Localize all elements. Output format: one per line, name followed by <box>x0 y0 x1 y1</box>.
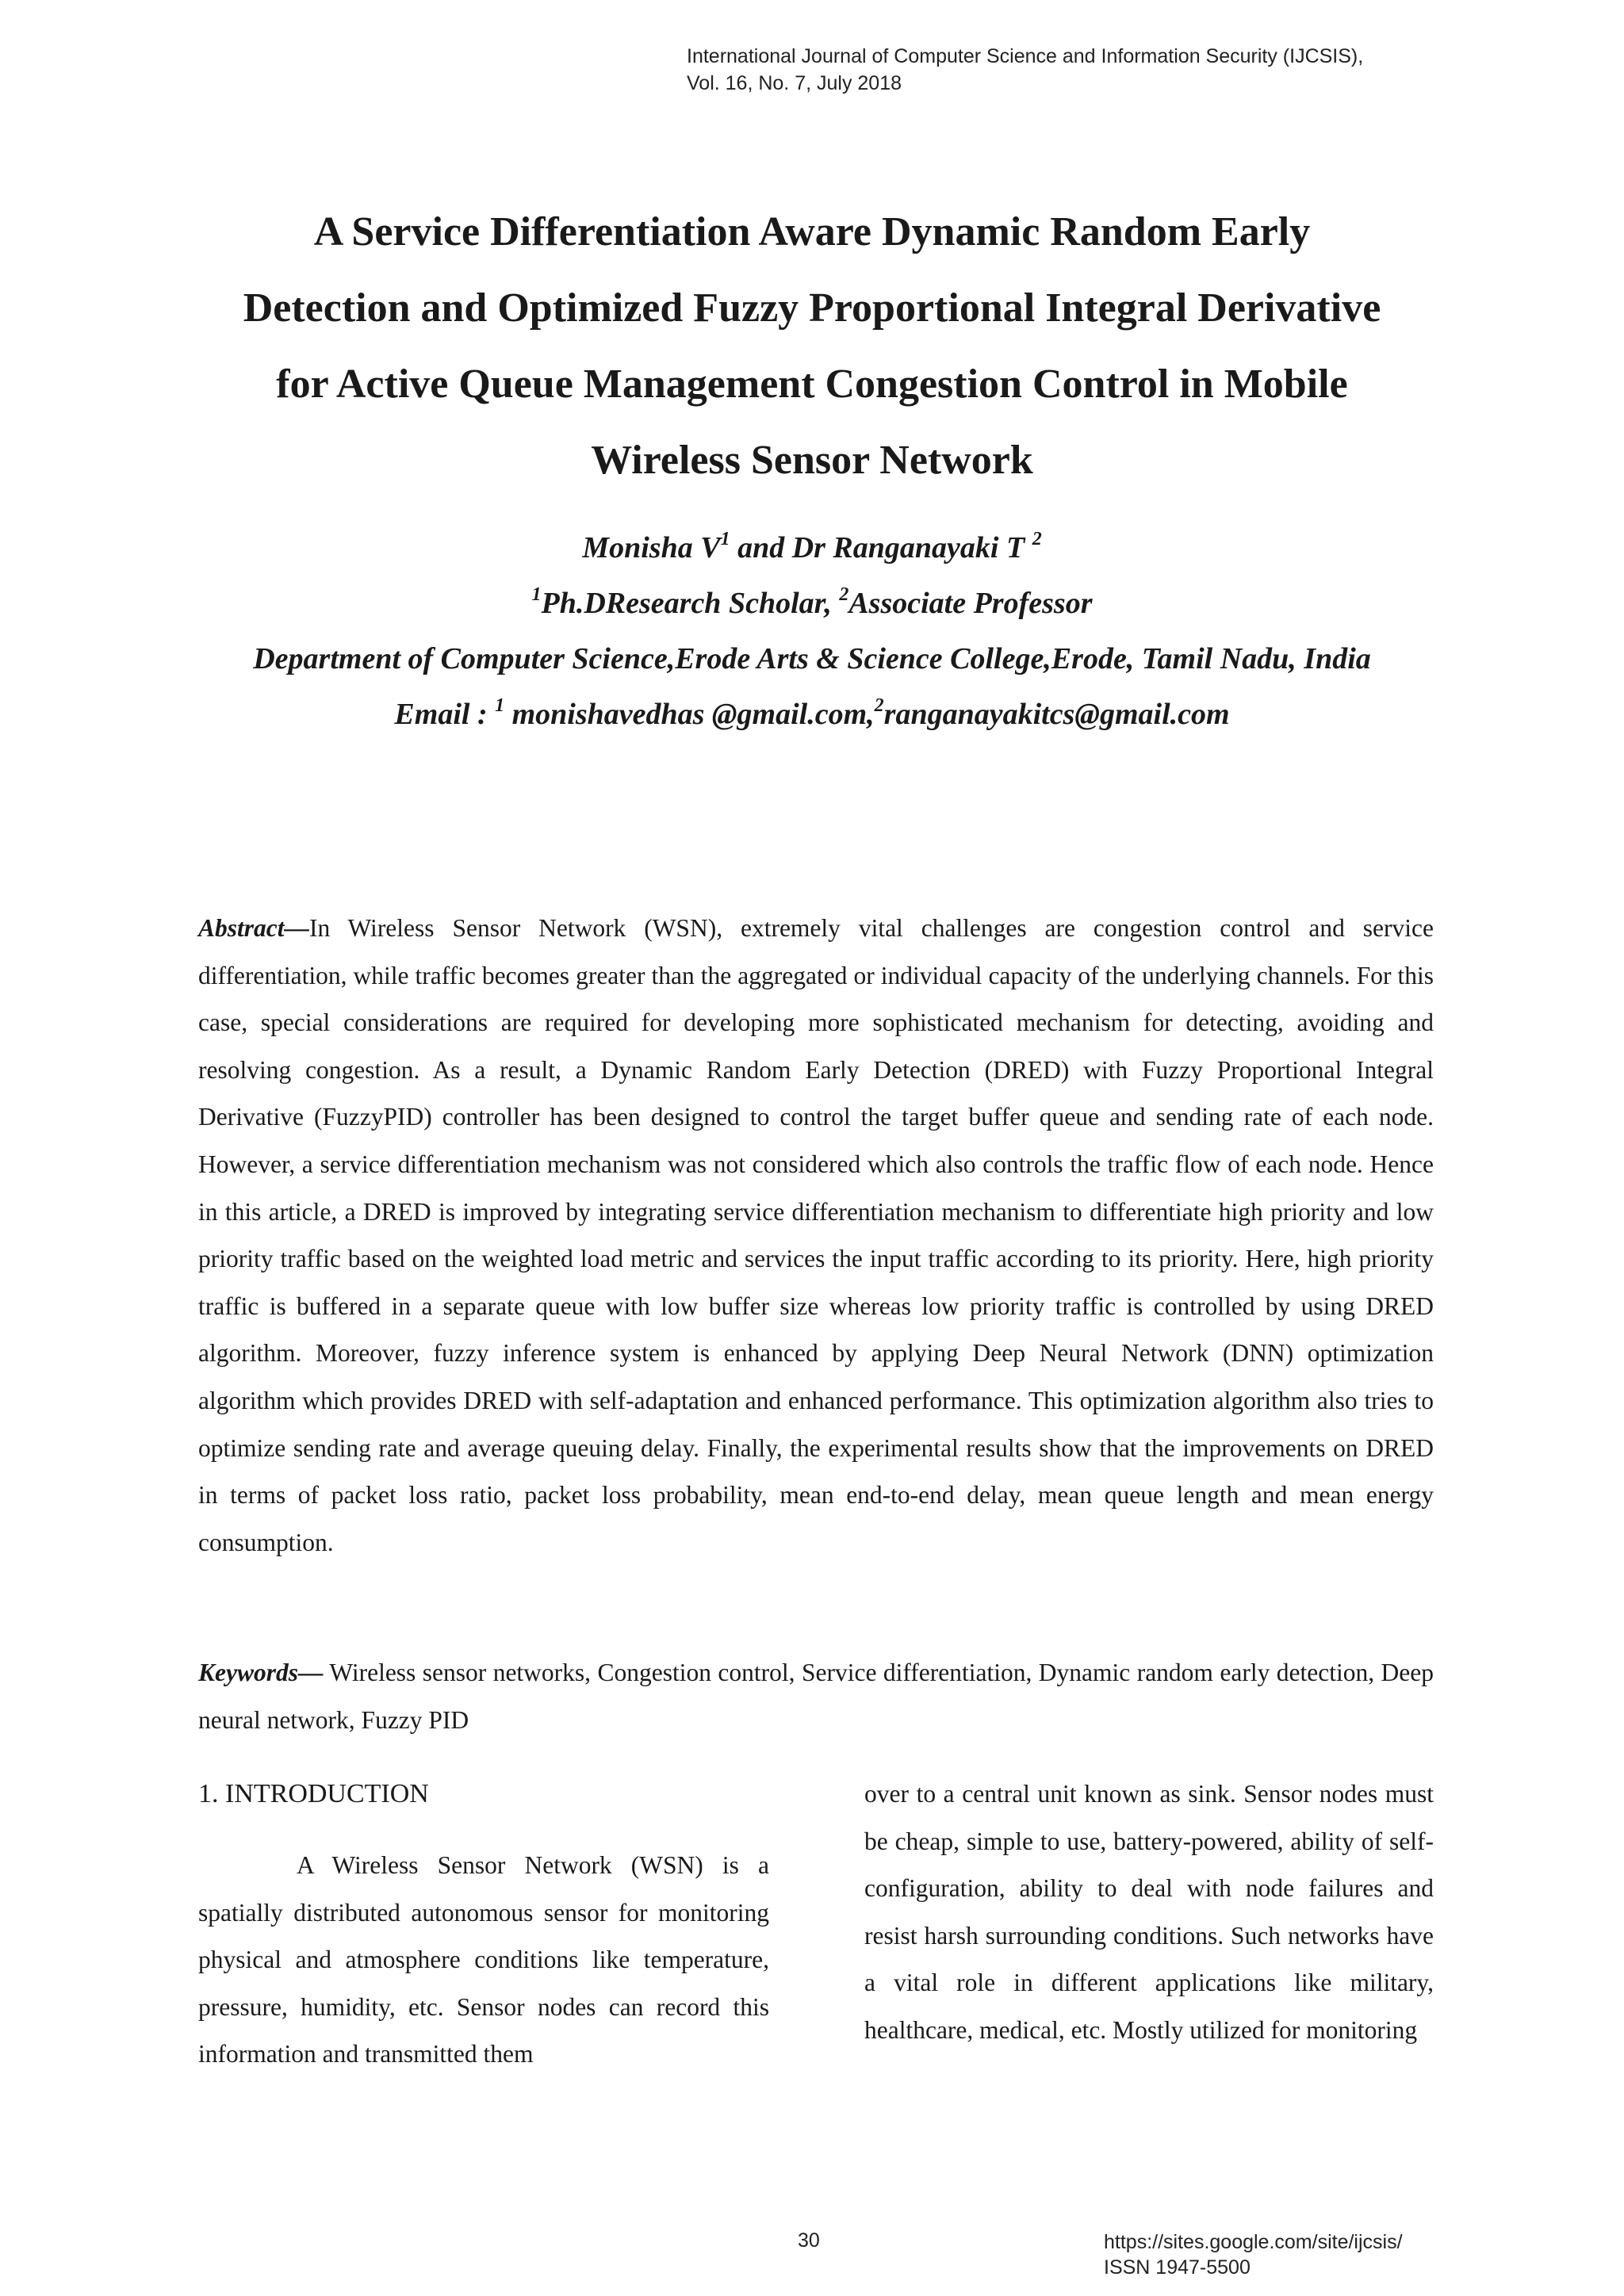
affiliation-1: Ph.DResearch Scholar, <box>541 587 840 620</box>
journal-name: International Journal of Computer Science and Information Security (IJCSIS), <box>687 45 1364 67</box>
author-emails <box>143 687 1481 742</box>
footer-url: https://sites.google.com/site/ijcsis/ <box>1104 2231 1403 2253</box>
author-name-1: Monisha V <box>582 531 721 564</box>
page-number: 30 <box>798 2229 820 2252</box>
abstract-label: Abstract— <box>198 914 310 942</box>
affiliation-2: Associate Professor <box>848 587 1093 620</box>
paper-title <box>143 194 1481 499</box>
right-column <box>864 1770 1434 2054</box>
keywords <box>198 1649 1434 1743</box>
department: Department of Computer Science,Erode Arts & Science College,Erode, Tamil Nadu, India <box>253 642 1371 675</box>
footer-info <box>1104 2229 1403 2280</box>
keywords-label: Keywords— <box>198 1659 324 1686</box>
intro-paragraph-left: A Wireless Sensor Network (WSN) is a spatially distributed autonomous sensor for monitoring physical and atmosphere conditions like temperature, pressure, humidity, etc. Sensor nodes can record this information and transmitted them <box>198 1851 769 2068</box>
journal-issue: Vol. 16, No. 7, July 2018 <box>687 72 902 94</box>
keywords-text: Wireless sensor networks, Congestion control, Service differentiation, Dynamic random early detection, Deep neural network, Fuzzy PID <box>198 1659 1434 1734</box>
left-column <box>198 1770 769 2078</box>
affiliation-sup-1: 1 <box>531 584 542 605</box>
author-affiliations <box>143 576 1481 631</box>
email-2: ranganayakitcs@gmail.com <box>883 698 1230 731</box>
title-line: Detection and Optimized Fuzzy Proportional Integral Derivative <box>243 285 1381 331</box>
email-label: Email : <box>394 698 496 731</box>
section-heading: 1. INTRODUCTION <box>198 1779 429 1808</box>
footer-issn: ISSN 1947-5500 <box>1104 2256 1251 2279</box>
abstract-text: In Wireless Sensor Network (WSN), extremely vital challenges are congestion control and service differentiation, while traffic becomes greater than the aggregated or individual capacity of the underlying channels. For this case, special considerations are required for developing more sophisticated mechanism for detecting, avoiding and resolving congestion. As a result, a Dynamic Random Early Detection (DRED) with Fuzzy Proportional Integral Derivative (FuzzyPID) controller has been designed to control the target buffer queue and sending rate of each node. However, a service differentiation mechanism was not considered which also controls the traffic flow of each node. Hence in this article, a DRED is improved by integrating service differentiation mechanism to differentiate high priority and low priority traffic based on the weighted load metric and services the input traffic according to its priority. Here, high priority traffic is buffered in a separate queue with low buffer size whereas low priority traffic is controlled by using DRED algorithm. Moreover, fuzzy inference system is enhanced by applying Deep Neural Network (DNN) optimization algorithm which provides DRED with self-adaptation and enhanced performance. This optimization algorithm also tries to optimize sending rate and average queuing delay. Finally, the experimental results show that the improvements on DRED in terms of packet loss ratio, packet loss probability, mean end-to-end delay, mean queue length and mean energy consumption. <box>198 914 1434 1556</box>
title-line: Wireless Sensor Network <box>591 438 1033 483</box>
journal-header <box>687 43 1480 97</box>
author-sup-2: 2 <box>1032 529 1042 549</box>
email-sup-2: 2 <box>874 695 884 716</box>
abstract <box>198 905 1434 1566</box>
title-line: A Service Differentiation Aware Dynamic Random Early <box>313 209 1311 254</box>
author-sup-1: 1 <box>720 529 730 549</box>
author-block <box>143 520 1481 742</box>
author-names <box>143 520 1481 576</box>
email-1: monishavedhas @gmail.com, <box>504 698 875 731</box>
author-connector: and Dr Ranganayaki T <box>730 531 1032 564</box>
title-line: for Active Queue Management Congestion Control in Mobile <box>276 362 1348 407</box>
email-sup-1: 1 <box>495 695 505 716</box>
affiliation-sup-2: 2 <box>839 584 849 605</box>
intro-paragraph-right: over to a central unit known as sink. Sensor nodes must be cheap, simple to use, battery-powered, ability of self-configuration, ability to deal with node failures and resist harsh surrounding conditions. Such networks have a vital role in different applications like military, healthcare, medical, etc. Mostly utilized for monitoring <box>864 1780 1434 2044</box>
